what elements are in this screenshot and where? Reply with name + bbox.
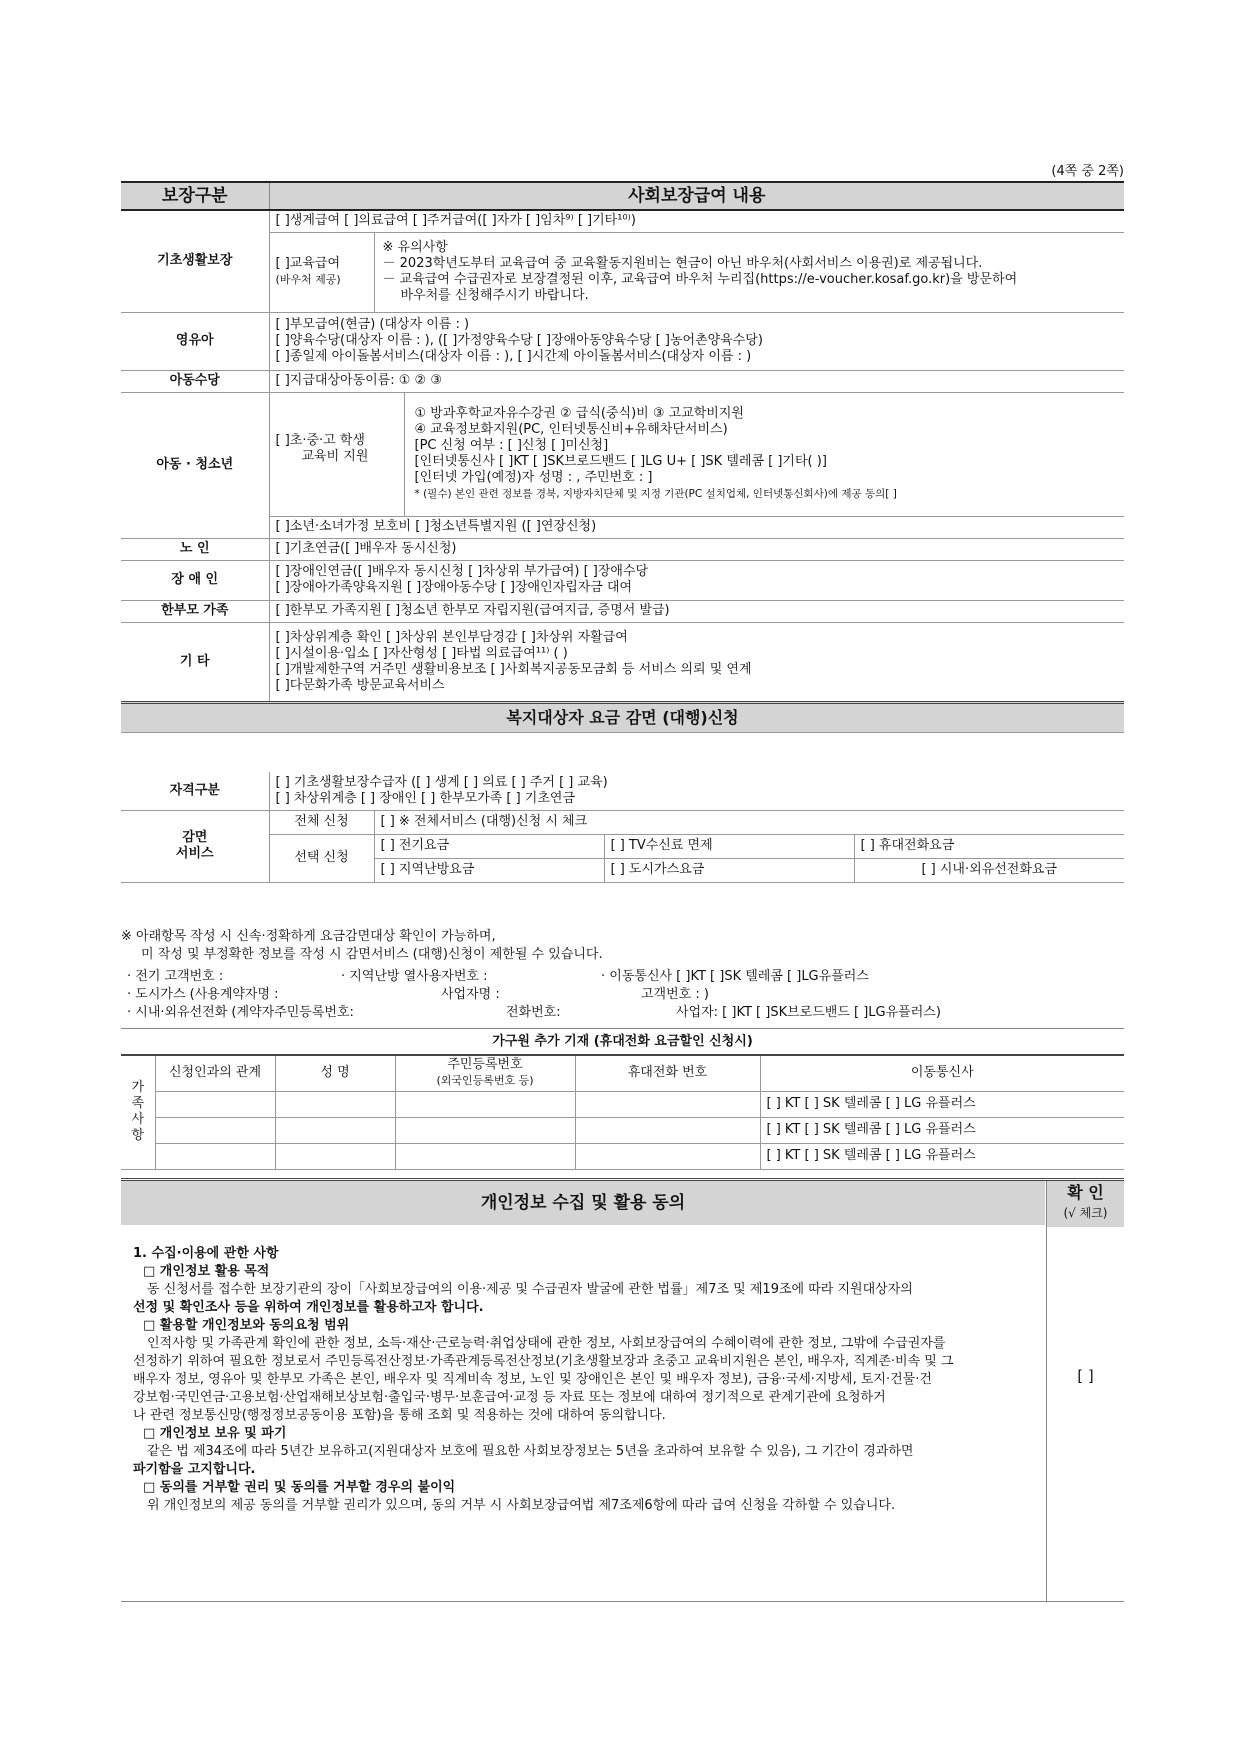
privacy-p1a: 동 신청서를 접수한 보장기관의 장이「사회보장급여의 이용·제공 및 수급권자 발굴에 관한 법률」제7조 및 제19조에 따라 지원대상자의 <box>147 1282 913 1297</box>
fee-table <box>121 772 1124 883</box>
note-r3a[interactable]: · 시내·외유선전화 (계약자주민등록번호: <box>127 1005 354 1020</box>
disabled-line2[interactable]: [ ]장애아가족양육지원 [ ]장애아동수당 [ ]장애인자립자금 대여 <box>275 580 633 595</box>
family-carrier-3[interactable]: [ ] KT [ ] SK 텔레콤 [ ] LG 유플러스 <box>760 1143 1124 1169</box>
all-apply-label: 전체 신청 <box>269 810 374 834</box>
child-allowance-line[interactable]: [ ]지급대상아동이름: ① ② ③ <box>269 370 1124 392</box>
category-etc: 기 타 <box>121 622 269 702</box>
hdr-relation: 신청인과의 관계 <box>155 1055 275 1091</box>
category-youth: 아동 · 청소년 <box>121 392 269 538</box>
youth-l3[interactable]: [PC 신청 여부 : [ ]신청 [ ]미신청] <box>414 438 609 453</box>
category-elderly: 노 인 <box>121 538 269 560</box>
note-r2c[interactable]: 고객번호 : ) <box>641 987 709 1002</box>
category-basic: 기초생활보장 <box>121 210 269 312</box>
family-id-2[interactable] <box>395 1117 575 1143</box>
etc-line3[interactable]: [ ]개발제한구역 거주민 생활비용보조 [ ]사회복지공동모금회 등 서비스 의뢰 및 연계 <box>275 661 752 677</box>
qual-line2[interactable]: [ ] 차상위계층 [ ] 장애인 [ ] 한부모가족 [ ] 기초연금 <box>275 790 576 806</box>
disabled-line1[interactable]: [ ]장애인연금([ ]배우자 동시신청 [ ]차상위 부가급여) [ ]장애수당 <box>275 564 649 579</box>
family-carrier-1[interactable]: [ ] KT [ ] SK 텔레콤 [ ] LG 유플러스 <box>760 1091 1124 1117</box>
note-n2: 미 작성 및 부정확한 정보를 작성 시 감면서비스 (대행)신청이 제한될 수 있습니다. <box>141 947 603 962</box>
youth-edu-checkbox[interactable]: [ ]초·중·고 학생 <box>275 432 365 448</box>
single-parent-line[interactable]: [ ]한부모 가족지원 [ ]청소년 한부모 자립지원(급여지급, 증명서 발급) <box>269 600 1124 622</box>
edu-benefit-sub: (바우처 제공) <box>275 273 341 286</box>
elderly-line[interactable]: [ ]기초연금([ ]배우자 동시신청) <box>269 538 1124 560</box>
sel-heating[interactable]: [ ] 지역난방요금 <box>374 858 604 882</box>
youth-l1: ① 방과후학교자유수강권 ② 급식(중식)비 ③ 고교학비지원 <box>414 406 744 421</box>
privacy-p2d: 강보험·국민연금·고용보험·산업재해보상보험·출입국·병무·보훈급여·교정 등 자료 또는 정보에 대하여 정기적으로 관계기관에 요청하거 <box>133 1390 886 1405</box>
hdr-id: 주민등록번호 <box>447 1057 523 1073</box>
privacy-consent <box>121 1178 1124 1602</box>
family-id-1[interactable] <box>395 1091 575 1117</box>
note-n1: ※ 아래항목 작성 시 신속·정확하게 요금감면대상 확인이 가능하며, <box>121 929 496 944</box>
family-relation-3[interactable] <box>155 1143 275 1169</box>
privacy-h2: □ 활용할 개인정보와 동의요청 범위 <box>143 1318 350 1333</box>
note-r1c[interactable]: · 이동통신사 [ ]KT [ ]SK 텔레콤 [ ]LG유플러스 <box>601 969 869 984</box>
privacy-p2c: 배우자 정보, 영유아 및 한부모 가족은 본인, 배우자 및 직계비속 정보, 노인 및 장애인은 본인 및 배우자 정보), 금융·국세·지방세, 토지·건물·건 <box>133 1372 932 1387</box>
sel-electricity[interactable]: [ ] 전기요금 <box>374 834 604 858</box>
hdr-carrier: 이동통신사 <box>760 1055 1124 1091</box>
family-name-1[interactable] <box>275 1091 395 1117</box>
note-r2a[interactable]: · 도시가스 (사용계약자명 : <box>127 987 279 1002</box>
note-r3b[interactable]: 전화번호: <box>506 1005 561 1020</box>
hdr-name: 성 명 <box>275 1055 395 1091</box>
sel-mobile[interactable]: [ ] 휴대전화요금 <box>854 834 1124 858</box>
family-name-2[interactable] <box>275 1117 395 1143</box>
infant-line3[interactable]: [ ]종일제 아이돌봄서비스(대상자 이름 : ), [ ]시간제 아이돌봄서비스(대상자 이름 : ) <box>275 349 752 364</box>
youth-edu-label2: 교육비 지원 <box>301 448 369 464</box>
consent-checkbox[interactable]: [ ] <box>1077 1367 1094 1385</box>
note-r1b[interactable]: · 지역난방 열사용자번호 : <box>341 969 488 984</box>
svc-label1: 감면 <box>182 830 208 845</box>
col-content-header: 사회보장급여 내용 <box>269 182 1124 210</box>
family-carrier-2[interactable]: [ ] KT [ ] SK 텔레콤 [ ] LG 유플러스 <box>760 1117 1124 1143</box>
family-relation-2[interactable] <box>155 1117 275 1143</box>
col-category-header: 보장구분 <box>121 182 269 210</box>
privacy-s1: 1. 수집·이용에 관한 사항 <box>133 1246 279 1261</box>
benefit-table <box>121 181 1124 733</box>
qual-line1[interactable]: [ ] 기초생활보장수급자 ([ ] 생계 [ ] 의료 [ ] 주거 [ ] 교육) <box>275 774 608 790</box>
family-side-label2: 사항 <box>131 1112 145 1144</box>
infant-line2[interactable]: [ ]양육수당(대상자 이름 : ), ([ ]가정양육수당 [ ]장애아동양육수당 [ ]농어촌양육수당) <box>275 333 763 348</box>
privacy-title: 개인정보 수집 및 활용 동의 <box>121 1181 1045 1225</box>
check-title: 확 인 <box>1067 1183 1104 1202</box>
family-side-label1: 가족 <box>131 1080 145 1112</box>
page-number: (4쪽 중 2쪽) <box>1051 164 1124 179</box>
category-single-parent: 한부모 가족 <box>121 600 269 622</box>
privacy-p2e: 나 관련 정보통신망(행정정보공동이용 포함)을 통해 조회 및 적용하는 것에 대하여 동의합니다. <box>133 1408 666 1423</box>
privacy-p1b: 선정 및 확인조사 등을 위하여 개인정보를 활용하고자 합니다. <box>133 1300 484 1315</box>
etc-line2[interactable]: [ ]시설이용·입소 [ ]자산형성 [ ]타법 의료급여¹¹⁾ ( ) <box>275 645 568 661</box>
family-title: 가구원 추가 기재 (휴대전화 요금할인 신청시) <box>121 1029 1124 1056</box>
note-r2b[interactable]: 사업자명 : <box>441 987 500 1002</box>
note-line2: － 교육급여 수급권자로 보장결정된 이후, 교육급여 바우처 누리집(https://e-voucher.kosaf.go.kr)을 방문하여 <box>382 272 1018 287</box>
youth-line-last[interactable]: [ ]소년·소녀가정 보호비 [ ]청소년특별지원 ([ ]연장신청) <box>269 516 1124 538</box>
hdr-phone: 휴대전화 번호 <box>575 1055 760 1091</box>
infant-line1[interactable]: [ ]부모급여(현금) (대상자 이름 : ) <box>275 317 470 332</box>
check-sub: (√ 체크) <box>1063 1206 1108 1220</box>
family-phone-1[interactable] <box>575 1091 760 1117</box>
privacy-body <box>133 1245 1033 1515</box>
privacy-p2a: 인적사항 및 가족관계 확인에 관한 정보, 소득·재산·근로능력·취업상태에 관한 정보, 사회보장급여의 수혜이력에 관한 정보, 그밖에 수급권자를 <box>147 1336 946 1351</box>
sel-landline[interactable]: [ ] 시내·외유선전화요금 <box>854 858 1124 882</box>
privacy-p4: 위 개인정보의 제공 동의를 거부할 권리가 있으며, 동의 거부 시 사회보장급여법 제7조제6항에 따라 급여 신청을 각하할 수 있습니다. <box>147 1498 896 1513</box>
hdr-id-sub: (외국인등록번호 등) <box>436 1074 534 1088</box>
youth-l2: ④ 교육정보화지원(PC, 인터넷통신비+유해차단서비스) <box>414 422 728 437</box>
note-r3c[interactable]: 사업자: [ ]KT [ ]SK브로드밴드 [ ]LG유플러스) <box>676 1005 941 1020</box>
privacy-h1: □ 개인정보 활용 목적 <box>143 1264 270 1279</box>
family-relation-1[interactable] <box>155 1091 275 1117</box>
etc-line4[interactable]: [ ]다문화가족 방문교육서비스 <box>275 677 445 693</box>
family-table <box>121 1028 1124 1170</box>
etc-line1[interactable]: [ ]차상위계층 확인 [ ]차상위 본인부담경감 [ ]차상위 자활급여 <box>275 629 628 645</box>
note-title: ※ 유의사항 <box>382 240 448 255</box>
category-disabled: 장 애 인 <box>121 560 269 600</box>
privacy-p3b: 파기함을 고지합니다. <box>133 1462 256 1477</box>
family-name-3[interactable] <box>275 1143 395 1169</box>
family-phone-3[interactable] <box>575 1143 760 1169</box>
youth-l6[interactable]: * (필수) 본인 관련 정보를 경북, 지방자치단체 및 지정 기관(PC 설치업체, 인터넷통신회사)에 제공 동의[ ] <box>414 488 897 500</box>
family-id-3[interactable] <box>395 1143 575 1169</box>
category-child-allowance: 아동수당 <box>121 370 269 392</box>
note-line1: － 2023학년도부터 교육급여 중 교육활동지원비는 현금이 아닌 바우처(사회서비스 이용권)로 제공됩니다. <box>382 256 983 271</box>
fee-section-title: 복지대상자 요금 감면 (대행)신청 <box>121 702 1124 732</box>
youth-l5[interactable]: [인터넷 가입(예정)자 성명 : , 주민번호 : ] <box>414 470 653 485</box>
privacy-h4: □ 동의를 거부할 권리 및 동의를 거부할 경우의 불이익 <box>143 1480 456 1495</box>
youth-l4[interactable]: [인터넷통신사 [ ]KT [ ]SK브로드밴드 [ ]LG U+ [ ]SK 텔레콤 [ ]기타( )] <box>414 454 827 469</box>
qual-label: 자격구분 <box>121 772 269 810</box>
privacy-p2b: 선정하기 위하여 필요한 정보로서 주민등록전산정보·가족관계등록전산정보(기초생활보장과 초중고 교육비지원은 본인, 배우자, 직계존·비속 및 그 <box>133 1354 954 1369</box>
privacy-p3a: 같은 법 제34조에 따라 5년간 보유하고(지원대상자 보호에 필요한 사회보장정보는 5년을 초과하여 보유할 수 있음), 그 기간이 경과하면 <box>147 1444 914 1459</box>
sel-gas[interactable]: [ ] 도시가스요금 <box>604 858 854 882</box>
basic-line1[interactable]: [ ]생계급여 [ ]의료급여 [ ]주거급여([ ]자가 [ ]임차⁹⁾ [ ]기타¹⁰⁾) <box>269 210 1124 232</box>
category-infant: 영유아 <box>121 312 269 370</box>
select-apply-label: 선택 신청 <box>269 834 374 882</box>
all-apply-checkbox[interactable]: [ ] ※ 전체서비스 (대행)신청 시 체크 <box>374 810 1124 834</box>
note-r1a[interactable]: · 전기 고객번호 : <box>127 969 224 984</box>
svc-label2: 서비스 <box>175 846 214 861</box>
note-line3: 바우처를 신청해주시기 바랍니다. <box>400 288 589 303</box>
privacy-divider <box>1046 1181 1047 1601</box>
family-phone-2[interactable] <box>575 1117 760 1143</box>
privacy-h3: □ 개인정보 보유 및 파기 <box>143 1426 287 1441</box>
edu-benefit-checkbox[interactable]: [ ]교육급여 <box>275 256 341 271</box>
sel-tv[interactable]: [ ] TV수신료 면제 <box>604 834 854 858</box>
